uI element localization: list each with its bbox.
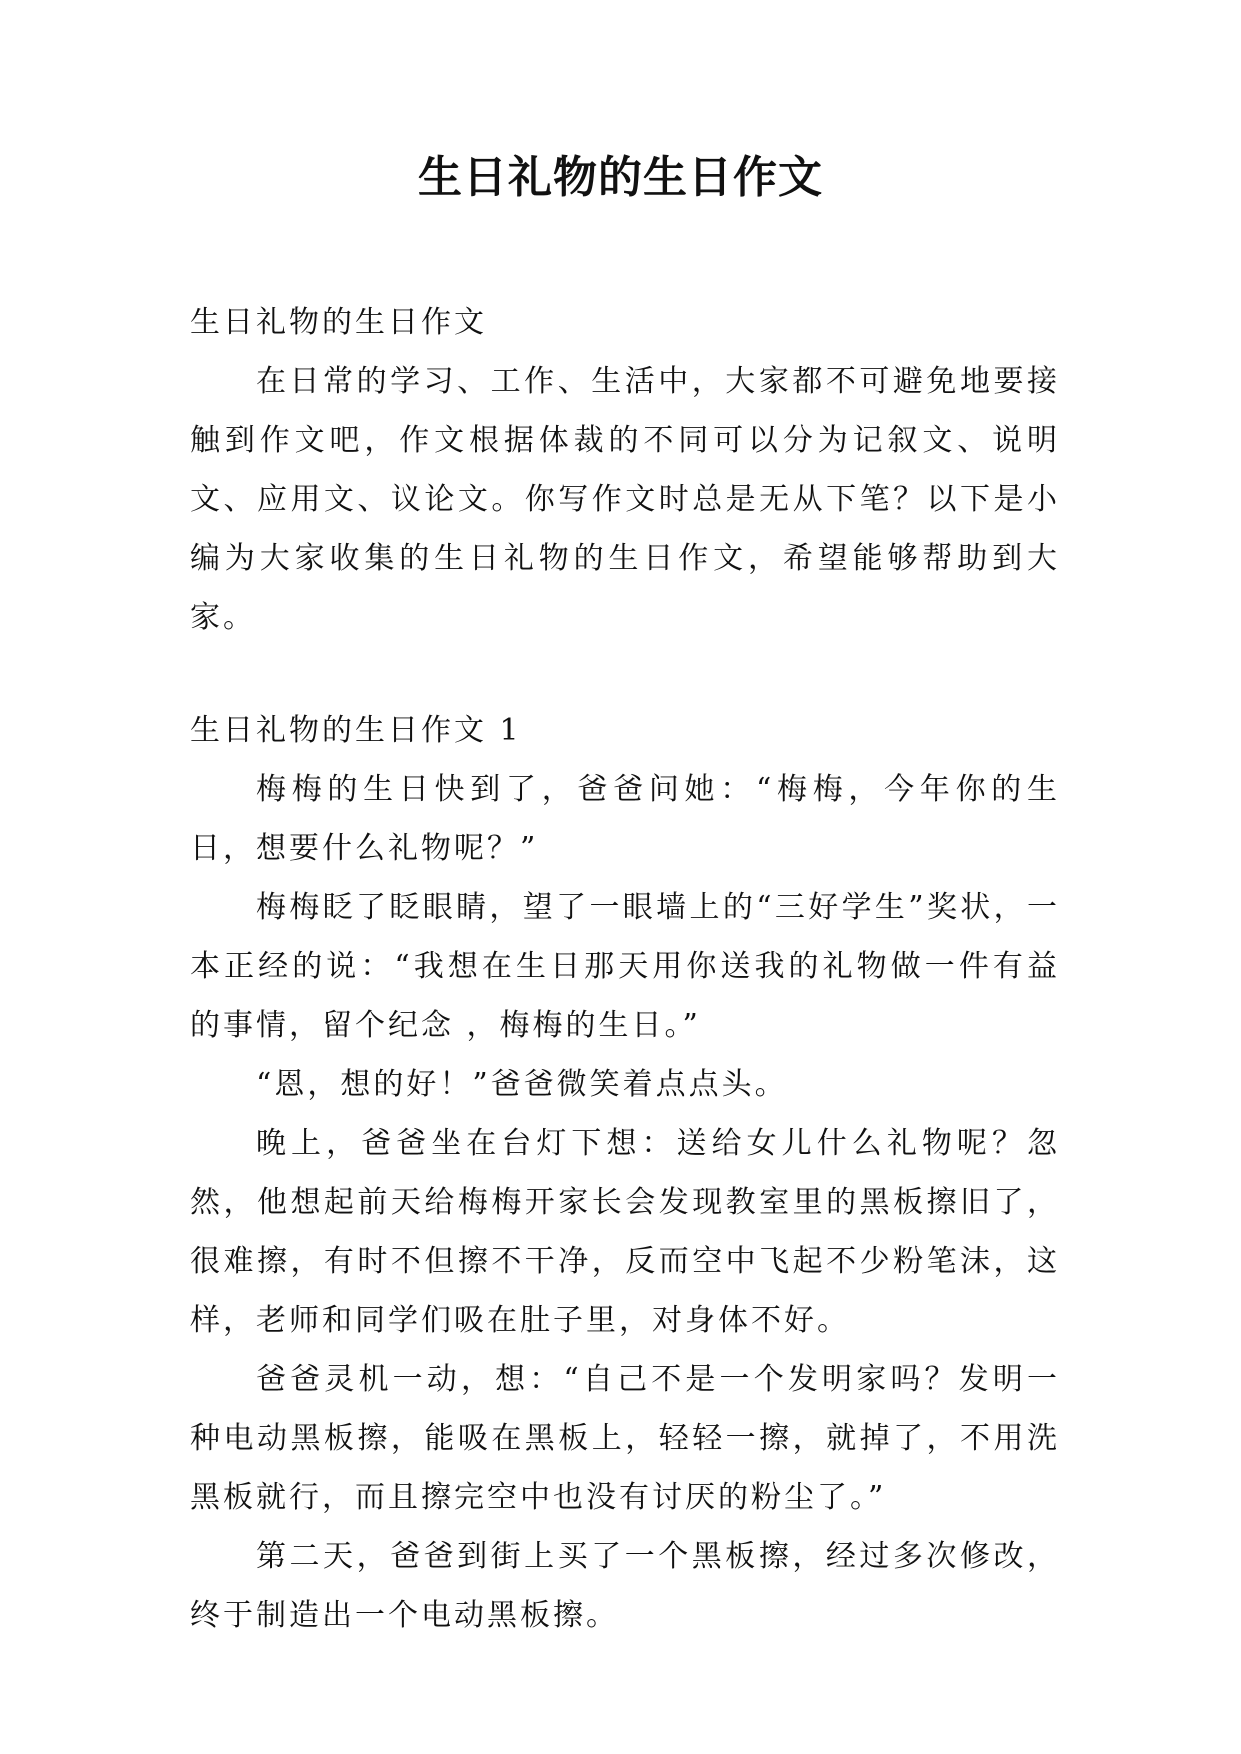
document-title: 生日礼物的生日作文 [418,152,823,203]
body-paragraph: “恩，想的好！”爸爸微笑着点点头。 [256,1067,788,1102]
body-paragraph: 晚上，爸爸坐在台灯下想：送给女儿什么礼物呢？忽然，他想起前天给梅梅开家长会发现教室里的黑板擦旧了，很难擦，有时不但擦不干净，反而空中飞起不少粉笔沫，这样，老师和同学们吸在肚子里，对身体不好。 [190,1126,1060,1338]
section-heading: 生日礼物的生日作文 1 [190,713,522,748]
body-paragraph: 第二天，爸爸到街上买了一个黑板擦，经过多次修改，终于制造出一个电动黑板擦。 [190,1539,1060,1633]
document-body [190,293,1060,1645]
body-paragraph: 梅梅眨了眨眼睛，望了一眼墙上的“三好学生”奖状，一本正经的说：“我想在生日那天用你送我的礼物做一件有益的事情，留个纪念 ，梅梅的生日。” [190,890,1060,1043]
intro-paragraph: 在日常的学习、工作、生活中，大家都不可避免地要接触到作文吧，作文根据体裁的不同可以分为记叙文、说明文、应用文、议论文。你写作文时总是无从下笔？以下是小编为大家收集的生日礼物的生日作文，希望能够帮助到大家。 [190,364,1060,635]
body-paragraph: 爸爸灵机一动，想：“自己不是一个发明家吗？发明一种电动黑板擦，能吸在黑板上，轻轻一擦，就掉了，不用洗黑板就行，而且擦完空中也没有讨厌的粉尘了。” [190,1362,1060,1515]
intro-heading: 生日礼物的生日作文 [190,305,487,340]
body-paragraph: 梅梅的生日快到了，爸爸问她：“梅梅，今年你的生日，想要什么礼物呢？” [190,772,1060,866]
